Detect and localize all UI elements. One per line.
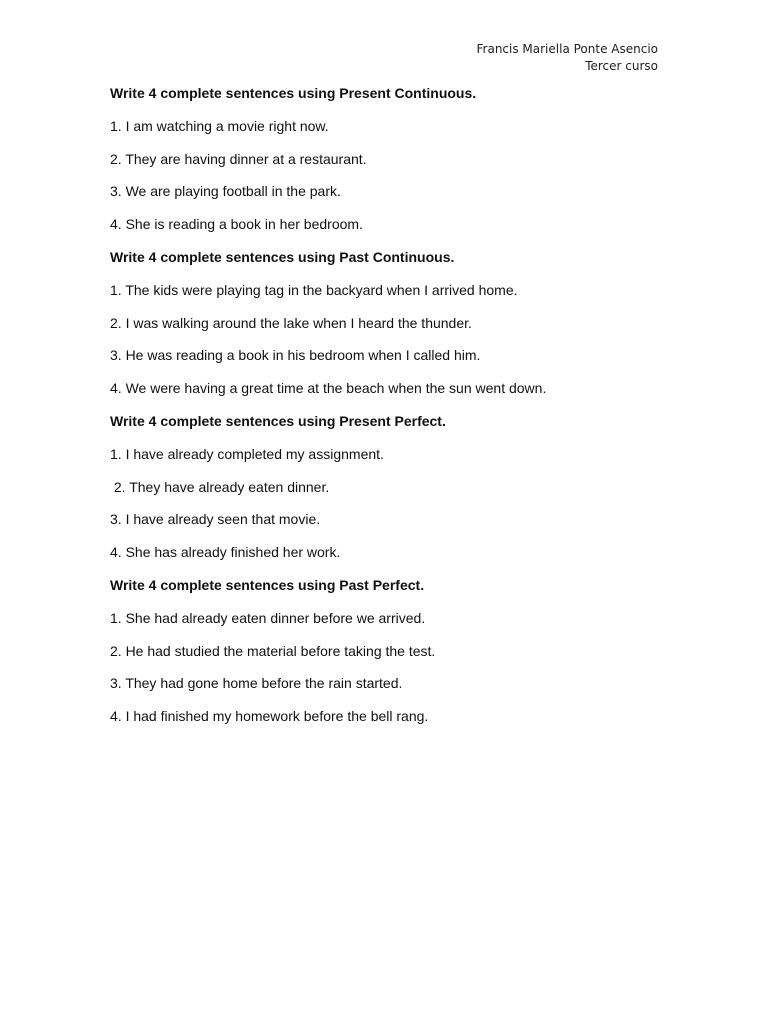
sentence-line: 2. I was walking around the lake when I heard the thunder. <box>110 314 472 331</box>
section-title: Write 4 complete sentences using Present Continuous. <box>110 85 477 101</box>
sentence-line: 2. They have already eaten dinner. <box>110 478 330 495</box>
section-past-perfect <box>110 576 670 740</box>
sentence-line: 1. I am watching a movie right now. <box>110 117 329 134</box>
sentence-line: 4. She has already finished her work. <box>110 544 341 561</box>
sentence-line: 3. He was reading a book in his bedroom when I called him. <box>110 347 481 364</box>
section-present-perfect <box>110 412 670 576</box>
author-name: Francis Mariella Ponte Asencio <box>476 42 658 56</box>
sentence-line: 3. We are playing football in the park. <box>110 183 341 200</box>
sentence-line: 2. He had studied the material before taking the test. <box>110 642 436 659</box>
section-title: Write 4 complete sentences using Past Continuous. <box>110 248 455 265</box>
section-title: Write 4 complete sentences using Present Perfect. <box>110 412 446 429</box>
sentence-line: 1. I have already completed my assignment. <box>110 445 384 462</box>
sentence-line: 3. They had gone home before the rain started. <box>110 675 403 692</box>
sentence-line: 1. She had already eaten dinner before we arrived. <box>110 609 426 626</box>
sentence-line: 3. I have already seen that movie. <box>110 511 321 528</box>
sentence-line: 4. We were having a great time at the beach when the sun went down. <box>110 380 547 397</box>
sentence-line: 1. The kids were playing tag in the backyard when I arrived home. <box>110 281 518 298</box>
section-past-continuous <box>110 248 670 412</box>
worksheet-body <box>110 84 670 740</box>
section-present-continuous <box>110 84 670 248</box>
author-header <box>477 41 659 75</box>
sentence-line: 2. They are having dinner at a restaurant. <box>110 150 367 167</box>
sentence-line: 4. I had finished my homework before the bell rang. <box>110 708 429 725</box>
section-title: Write 4 complete sentences using Past Perfect. <box>110 576 425 593</box>
author-grade: Tercer curso <box>585 59 658 73</box>
sentence-line: 4. She is reading a book in her bedroom. <box>110 216 363 233</box>
